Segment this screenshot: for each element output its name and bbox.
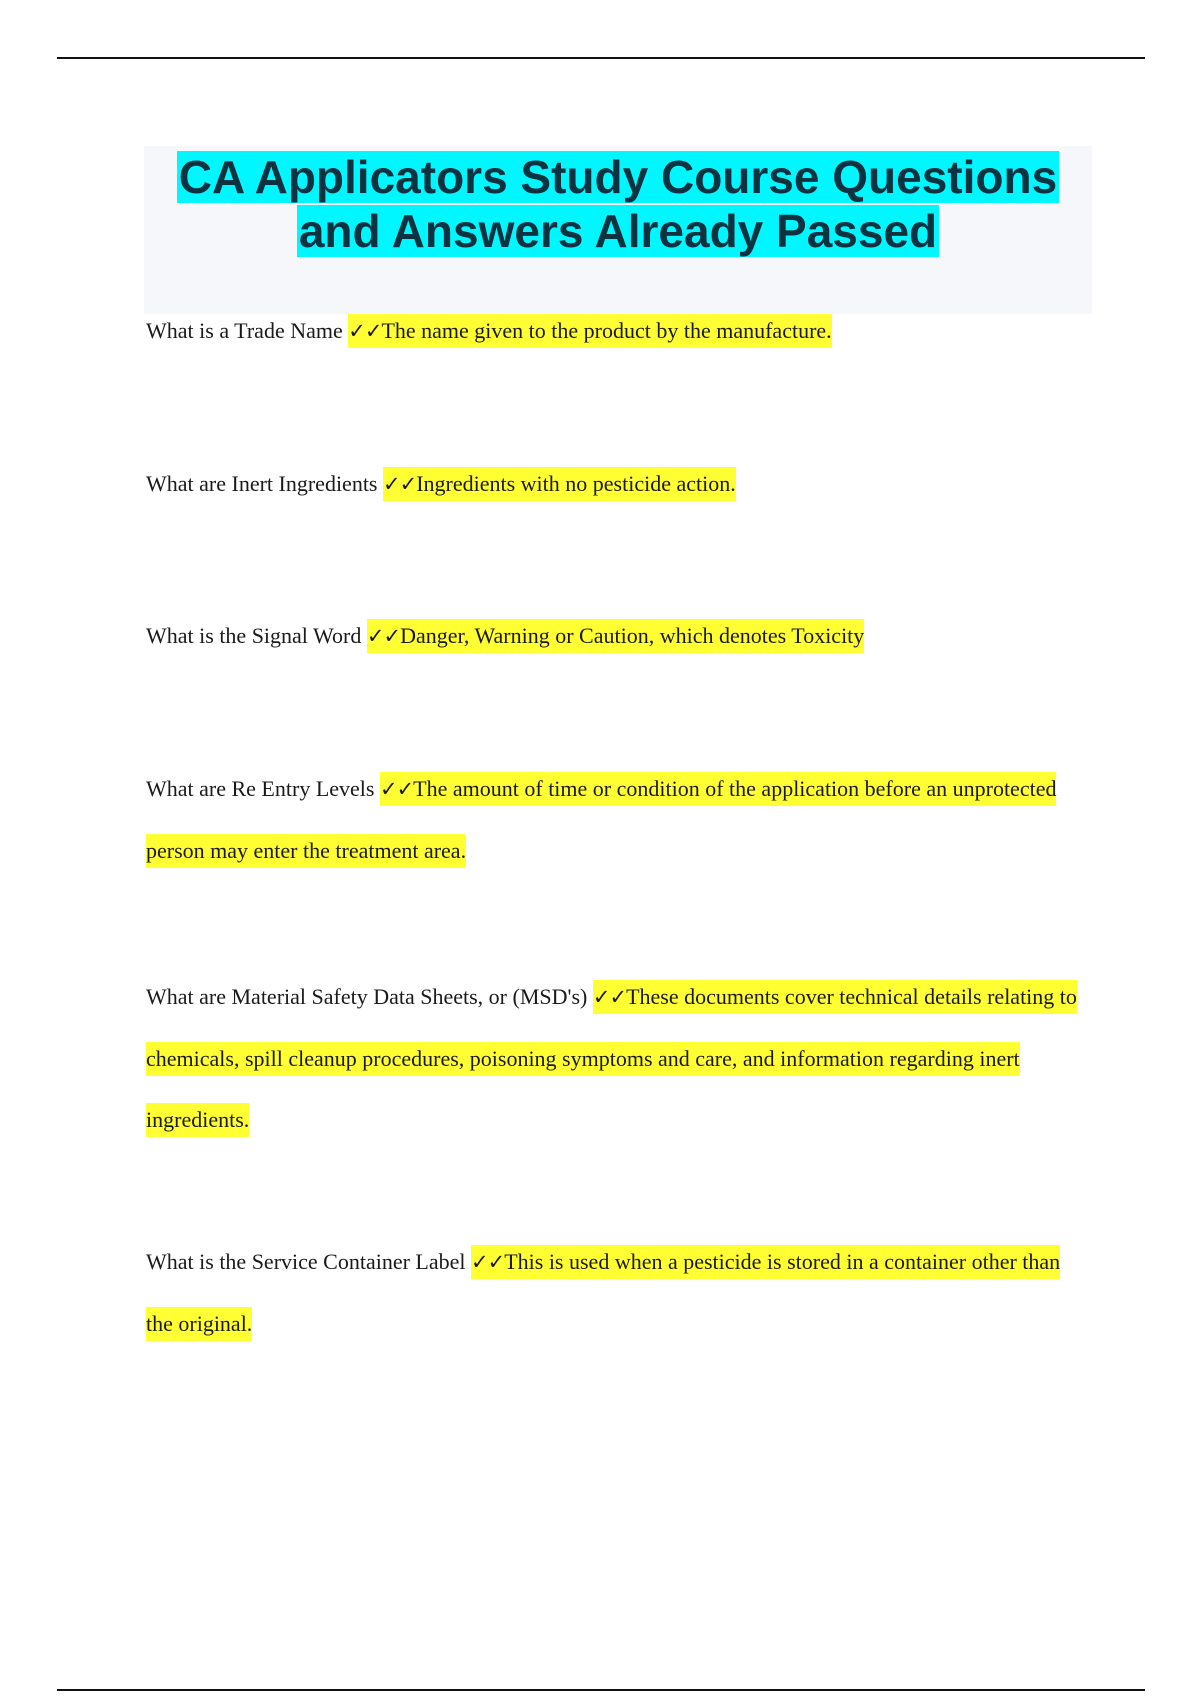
answer-text: This is used when a pesticide is stored in a container other than the original.: [146, 1249, 1061, 1336]
double-check-icon: ✓✓: [379, 777, 414, 801]
answer-text: The name given to the product by the manufacture.: [381, 318, 832, 343]
question-text: What are Inert Ingredients: [146, 471, 378, 496]
qa-item-inert-ingredients: [146, 453, 1086, 515]
double-check-icon: ✓✓: [348, 319, 382, 343]
double-check-icon: ✓✓: [592, 985, 627, 1009]
question-text: What is the Signal Word: [146, 623, 362, 648]
question-text: What are Re Entry Levels: [146, 776, 375, 801]
page-title: [144, 150, 1092, 258]
top-rule: [57, 57, 1145, 59]
answer-highlight: [367, 619, 864, 653]
qa-item-msds: [146, 966, 1086, 1150]
question-text: What is the Service Container Label: [146, 1249, 466, 1274]
qa-item-re-entry-levels: [146, 758, 1086, 881]
answer-highlight: [348, 314, 831, 348]
answer-highlight: [383, 467, 736, 501]
answer-text: Danger, Warning or Caution, which denotes Toxicity: [400, 623, 865, 648]
answer-text: These documents cover technical details relating to chemicals, spill cleanup procedures, poisoning symptoms and care, and information regarding inert ingredients.: [146, 984, 1077, 1132]
question-text: What is a Trade Name: [146, 318, 343, 343]
qa-item-service-container-label: [146, 1231, 1086, 1354]
qa-item-signal-word: [146, 605, 1086, 667]
double-check-icon: ✓✓: [366, 624, 401, 648]
title-block: [144, 146, 1092, 314]
bottom-rule: [57, 1689, 1145, 1691]
title-line-1: CA Applicators Study Course Questions: [178, 151, 1058, 203]
answer-text: Ingredients with no pesticide action.: [416, 471, 736, 496]
qa-item-trade-name: [146, 300, 1086, 362]
answer-text: The amount of time or condition of the application before an unprotected person may enter the treatment area.: [146, 776, 1057, 863]
title-line-2: and Answers Already Passed: [298, 205, 938, 257]
double-check-icon: ✓✓: [471, 1250, 505, 1274]
double-check-icon: ✓✓: [383, 472, 417, 496]
question-text: What are Material Safety Data Sheets, or (MSD's): [146, 984, 588, 1009]
